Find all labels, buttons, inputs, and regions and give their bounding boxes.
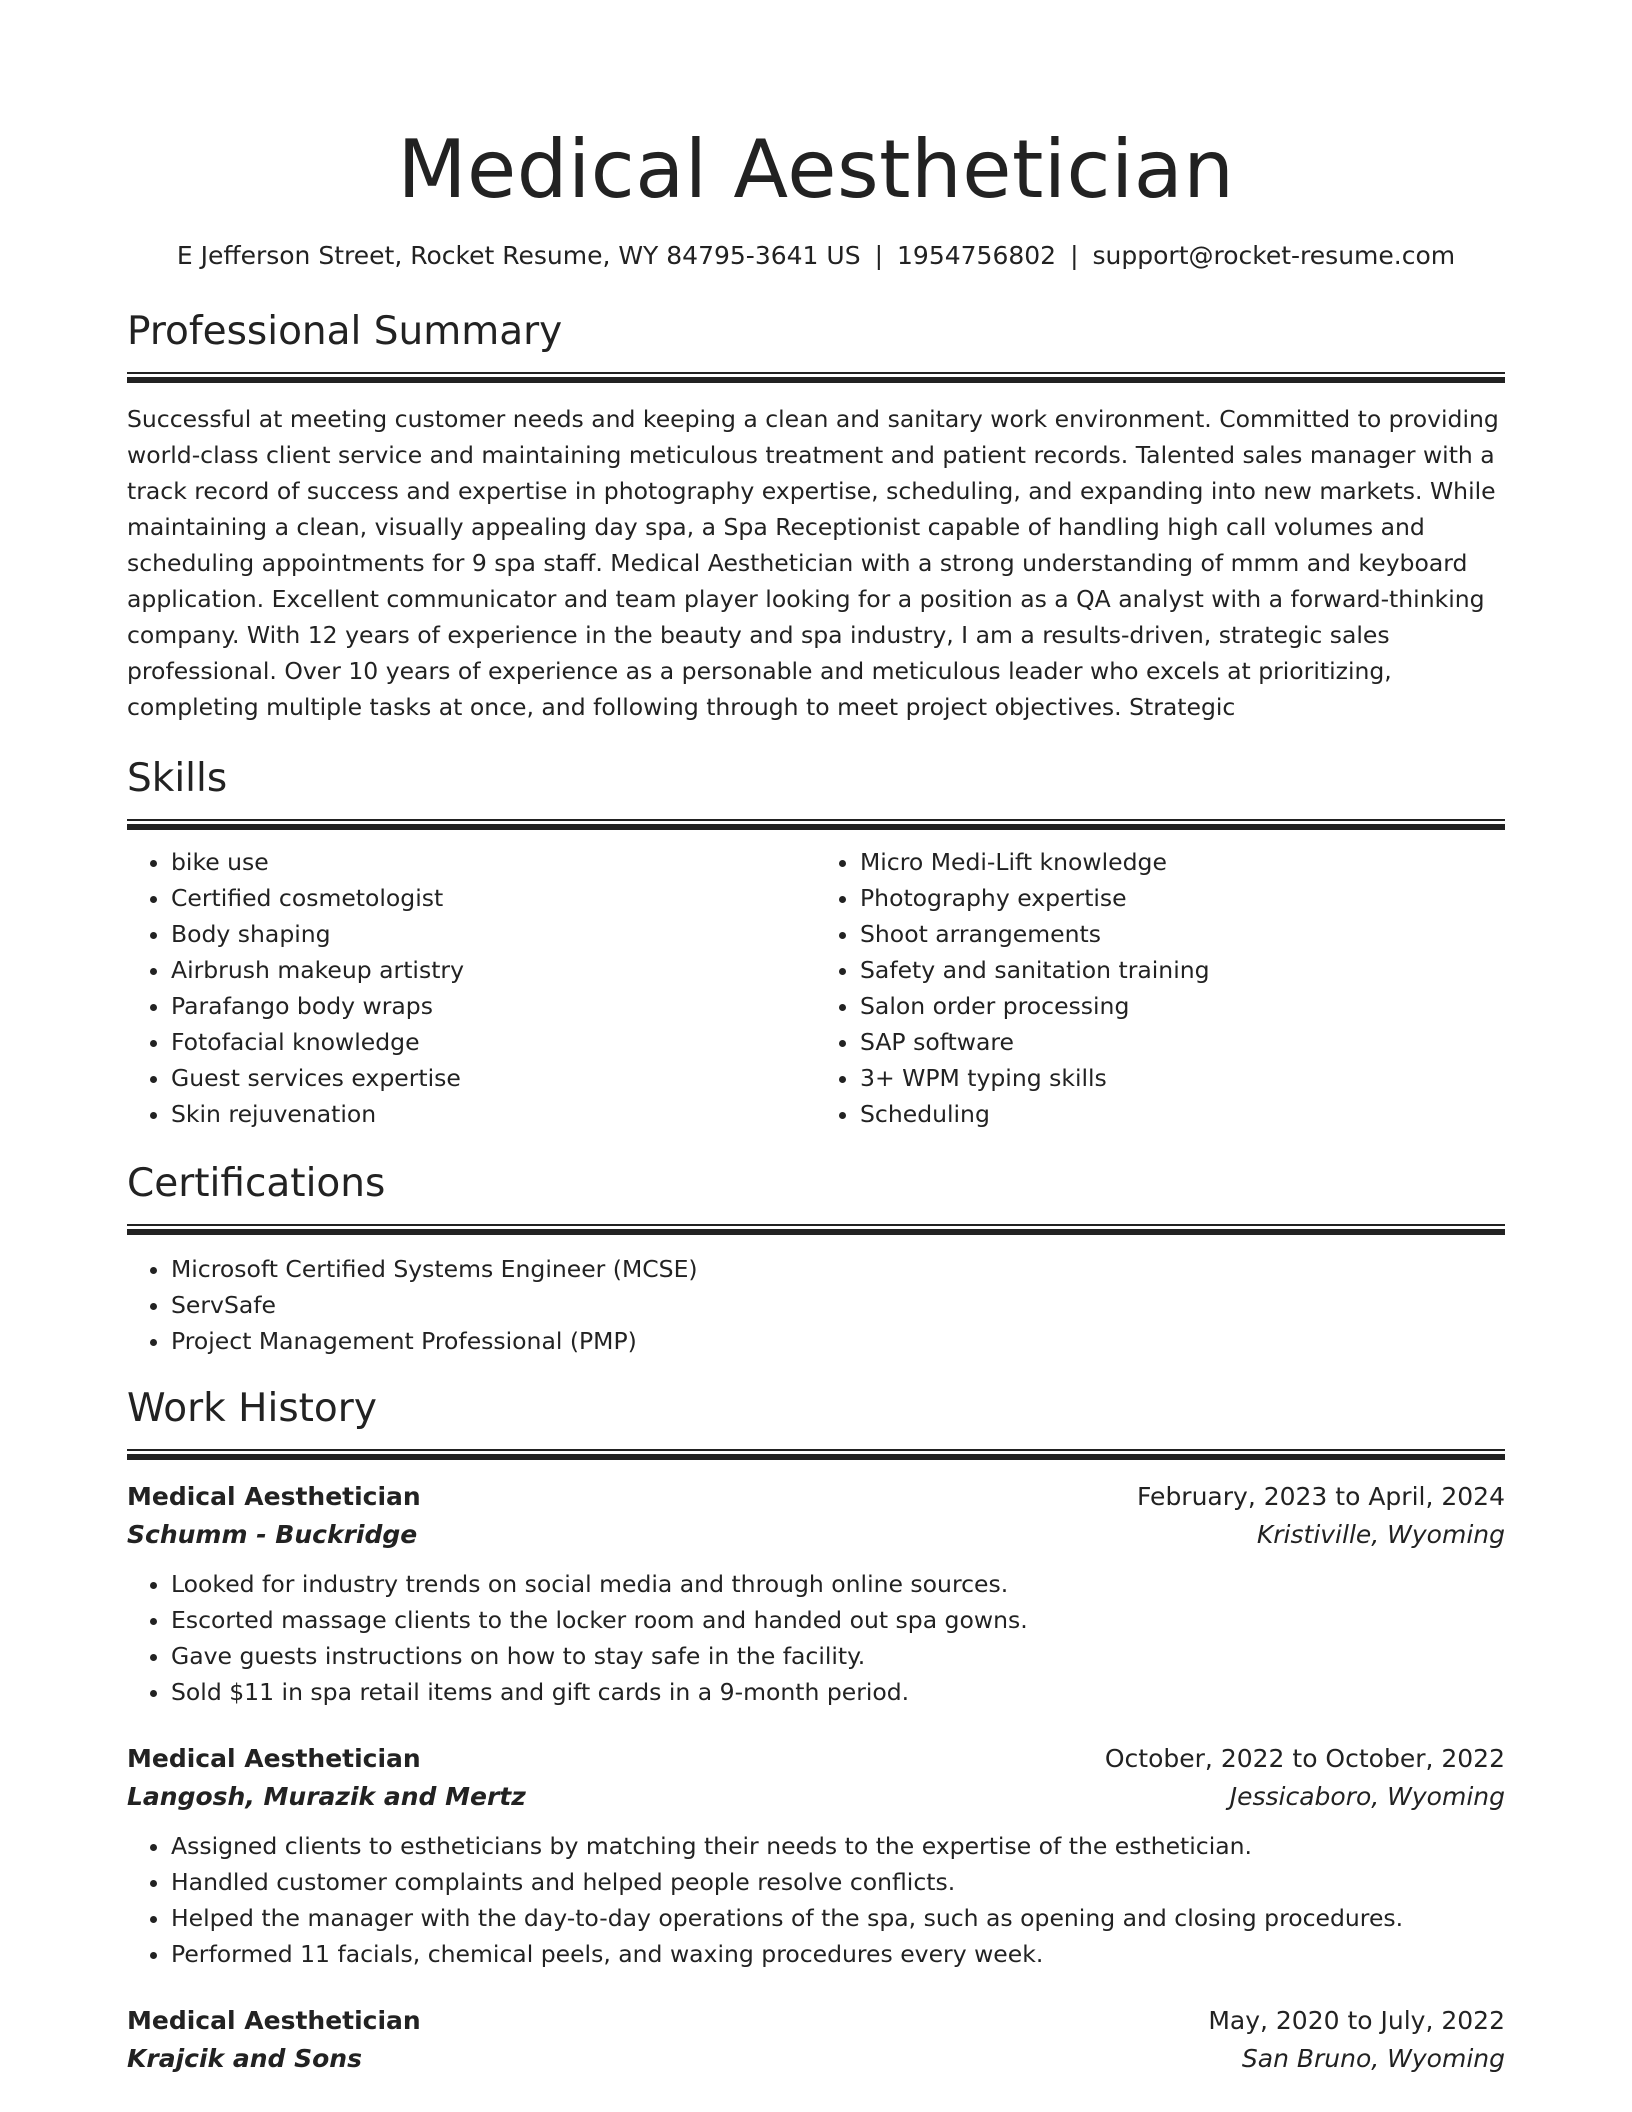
list-item: • Scheduling <box>860 1096 1505 1132</box>
list-item: • Airbrush makeup artistry <box>171 952 816 988</box>
list-item: • Sold $11 in spa retail items and gift cards in a 9-month period. <box>171 1674 1505 1710</box>
job-location: San Bruno, Wyoming <box>1241 2044 1505 2073</box>
job-subheader <box>127 1778 1505 1816</box>
list-item: • Micro Medi-Lift knowledge <box>860 844 1505 880</box>
list-item: • bike use <box>171 844 816 880</box>
contact-email[interactable]: support@rocket-resume.com <box>1092 241 1456 270</box>
contact-phone[interactable]: 1954756802 <box>897 241 1057 270</box>
section-divider <box>127 372 1505 383</box>
list-item: • Helped the manager with the day-to-day operations of the spa, such as opening and closing procedures. <box>171 1900 1505 1936</box>
list-item: • Certified cosmetologist <box>171 880 816 916</box>
section-title-certifications: Certifications <box>127 1161 386 1206</box>
section-divider <box>127 1449 1505 1460</box>
job-bullets <box>127 1828 1505 1972</box>
job-entry <box>127 2002 1505 2078</box>
job-title: Medical Aesthetician <box>127 1744 421 1773</box>
job-company: Langosh, Murazik and Mertz <box>127 1782 526 1811</box>
contact-line <box>127 238 1505 274</box>
job-entry <box>127 1740 1505 1972</box>
job-title: Medical Aesthetician <box>127 1482 421 1511</box>
skills-list-right <box>816 844 1505 1132</box>
list-item: • Project Management Professional (PMP) <box>171 1323 1505 1359</box>
job-subheader <box>127 1516 1505 1554</box>
skills-section <box>127 755 1505 1132</box>
list-item: • Body shaping <box>171 916 816 952</box>
certifications-list <box>127 1251 1505 1359</box>
list-item: • Gave guests instructions on how to stay safe in the facility. <box>171 1638 1505 1674</box>
job-title: Medical Aesthetician <box>127 2006 421 2035</box>
list-item: • Looked for industry trends on social media and through online sources. <box>171 1566 1505 1602</box>
job-header <box>127 2002 1505 2040</box>
summary-text: Successful at meeting customer needs and keeping a clean and sanitary work environment. Committed to providing world-class client service and maintaining meticulous treatment and patient records. Talented sales manager with a track record of success and expertise in photography expertise, scheduling, and expanding into new markets. While maintaining a clean, visually appealing day spa, a Spa Receptionist capable of handling high call volumes and scheduling appointments for 9 spa staff. Medical Aesthetician with a strong understanding of mmm and keyboard application. Excellent communicator and team player looking for a position as a QA analyst with a forward-thinking company. With 12 years of experience in the beauty and spa industry, I am a results-driven, strategic sales professional. Over 10 years of experience as a personable and meticulous leader who excels at prioritizing, completing multiple tasks at once, and following through to meet project objectives. Strategic <box>127 405 1499 721</box>
section-title-work-history: Work History <box>127 1386 377 1431</box>
summary-section <box>127 308 1505 725</box>
job-bullets <box>127 1566 1505 1710</box>
list-item: • ServSafe <box>171 1287 1505 1323</box>
list-item: • Performed 11 facials, chemical peels, and waxing procedures every week. <box>171 1936 1505 1972</box>
skills-list-left <box>127 844 816 1132</box>
job-company: Schumm - Buckridge <box>127 1520 418 1549</box>
certifications-section <box>127 1160 1505 1359</box>
list-item: • Safety and sanitation training <box>860 952 1505 988</box>
section-divider <box>127 1224 1505 1235</box>
list-item: • Salon order processing <box>860 988 1505 1024</box>
list-item: • Skin rejuvenation <box>171 1096 816 1132</box>
list-item: • Photography expertise <box>860 880 1505 916</box>
job-location: Jessicaboro, Wyoming <box>1229 1782 1505 1811</box>
contact-address: E Jefferson Street, Rocket Resume, WY 84795-3641 US <box>176 241 861 270</box>
job-dates: May, 2020 to July, 2022 <box>1208 2006 1505 2035</box>
job-location: Kristiville, Wyoming <box>1256 1520 1505 1549</box>
list-item: • Fotofacial knowledge <box>171 1024 816 1060</box>
section-title-summary: Professional Summary <box>127 309 563 354</box>
skills-columns <box>127 844 1505 1132</box>
list-item: • 3+ WPM typing skills <box>860 1060 1505 1096</box>
resume-name: Medical Aesthetician <box>397 123 1235 216</box>
contact-separator: | <box>874 241 884 270</box>
list-item: • SAP software <box>860 1024 1505 1060</box>
list-item: • Assigned clients to estheticians by matching their needs to the expertise of the esthetician. <box>171 1828 1505 1864</box>
list-item: • Parafango body wraps <box>171 988 816 1024</box>
list-item: • Microsoft Certified Systems Engineer (MCSE) <box>171 1251 1505 1287</box>
list-item: • Escorted massage clients to the locker room and handed out spa gowns. <box>171 1602 1505 1638</box>
job-header <box>127 1478 1505 1516</box>
contact-separator: | <box>1070 241 1079 270</box>
list-item: • Guest services expertise <box>171 1060 816 1096</box>
job-subheader <box>127 2040 1505 2078</box>
job-dates: February, 2023 to April, 2024 <box>1137 1482 1505 1511</box>
list-item: • Handled customer complaints and helped people resolve conflicts. <box>171 1864 1505 1900</box>
job-header <box>127 1740 1505 1778</box>
job-dates: October, 2022 to October, 2022 <box>1104 1744 1505 1773</box>
job-company: Krajcik and Sons <box>127 2044 362 2073</box>
section-divider <box>127 819 1505 830</box>
section-title-skills: Skills <box>127 756 228 801</box>
list-item: • Shoot arrangements <box>860 916 1505 952</box>
job-entry <box>127 1478 1505 1710</box>
work-section <box>127 1385 1505 2078</box>
